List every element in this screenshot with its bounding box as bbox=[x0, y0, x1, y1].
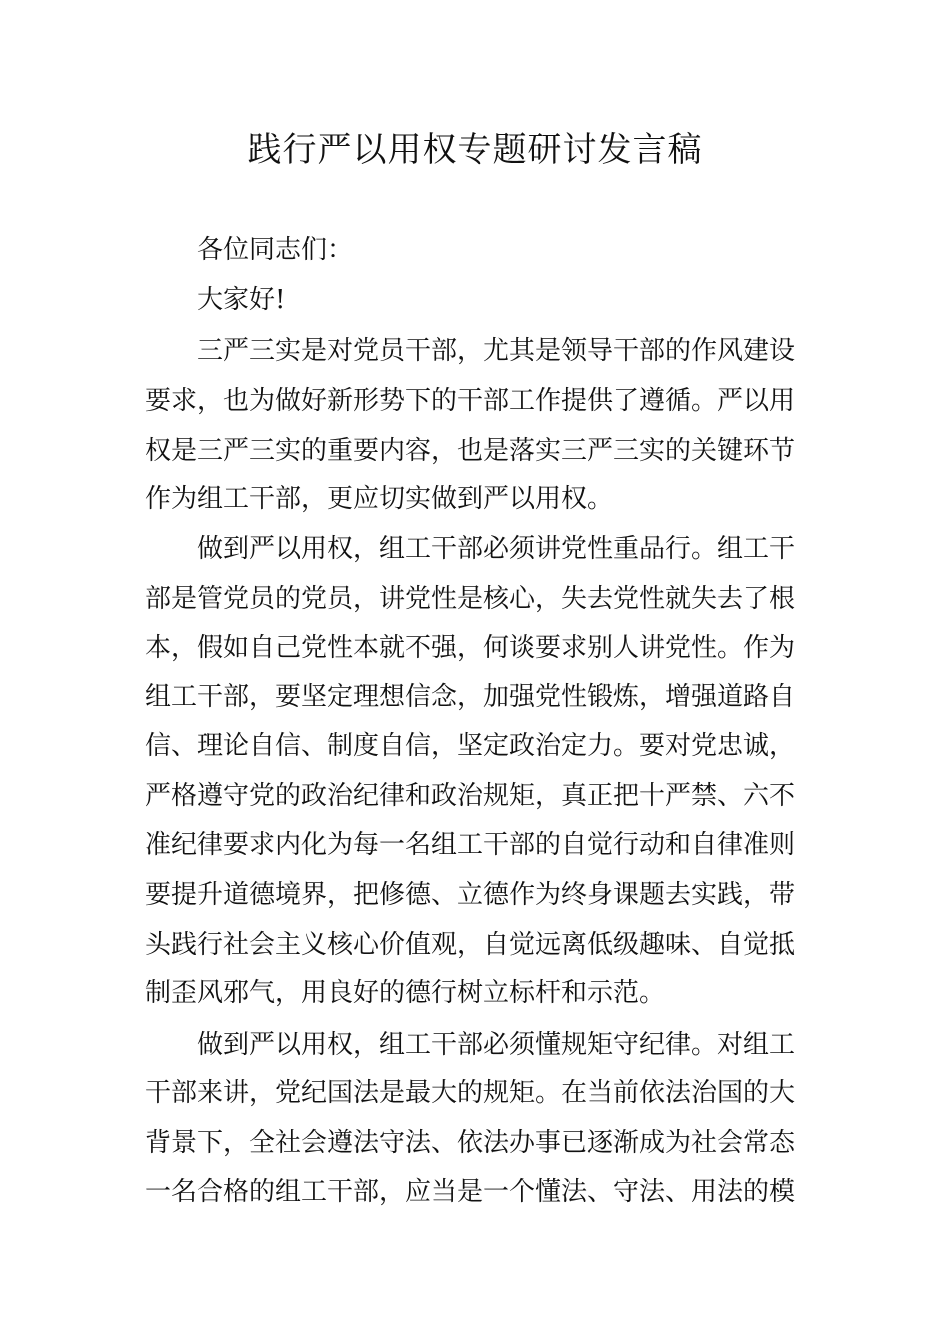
greeting-line: 大家好! bbox=[197, 285, 286, 315]
paragraph-line: 作为组工干部，更应切实做到严以用权。 bbox=[145, 484, 614, 514]
paragraph-line: 权是三严三实的重要内容，也是落实三严三实的关键环节 bbox=[145, 436, 796, 466]
paragraph-line: 准纪律要求内化为每一名组工干部的自觉行动和自律准则 bbox=[145, 830, 796, 860]
paragraph-line: 要求，也为做好新形势下的干部工作提供了遵循。严以用 bbox=[145, 386, 796, 416]
paragraph-line: 做到严以用权，组工干部必须懂规矩守纪律。对组工 bbox=[197, 1030, 796, 1060]
paragraph-line: 要提升道德境界，把修德、立德作为终身课题去实践，带 bbox=[145, 880, 796, 910]
paragraph-line: 本，假如自己党性本就不强，何谈要求别人讲党性。作为 bbox=[145, 633, 796, 663]
paragraph-line: 一名合格的组工干部，应当是一个懂法、守法、用法的模 bbox=[145, 1177, 796, 1207]
paragraph-line: 干部来讲，党纪国法是最大的规矩。在当前依法治国的大 bbox=[145, 1078, 796, 1108]
paragraph-line: 组工干部，要坚定理想信念，加强党性锻炼，增强道路自 bbox=[145, 682, 796, 712]
paragraph-line: 三严三实是对党员干部，尤其是领导干部的作风建设 bbox=[197, 336, 796, 366]
paragraph-line: 头践行社会主义核心价值观，自觉远离低级趣味、自觉抵 bbox=[145, 930, 796, 960]
paragraph-line: 严格遵守党的政治纪律和政治规矩，真正把十严禁、六不 bbox=[145, 781, 796, 811]
paragraph-line: 信、理论自信、制度自信，坚定政治定力。要对党忠诚， bbox=[145, 731, 796, 761]
document-title: 践行严以用权专题研讨发言稿 bbox=[247, 130, 703, 170]
paragraph-line: 背景下，全社会遵法守法、依法办事已逐渐成为社会常态 bbox=[145, 1128, 796, 1158]
paragraph-line: 部是管党员的党员，讲党性是核心，失去党性就失去了根 bbox=[145, 584, 796, 614]
salutation-line: 各位同志们： bbox=[197, 235, 354, 265]
paragraph-line: 做到严以用权，组工干部必须讲党性重品行。组工干 bbox=[197, 534, 796, 564]
paragraph-line: 制歪风邪气，用良好的德行树立标杆和示范。 bbox=[145, 978, 666, 1008]
